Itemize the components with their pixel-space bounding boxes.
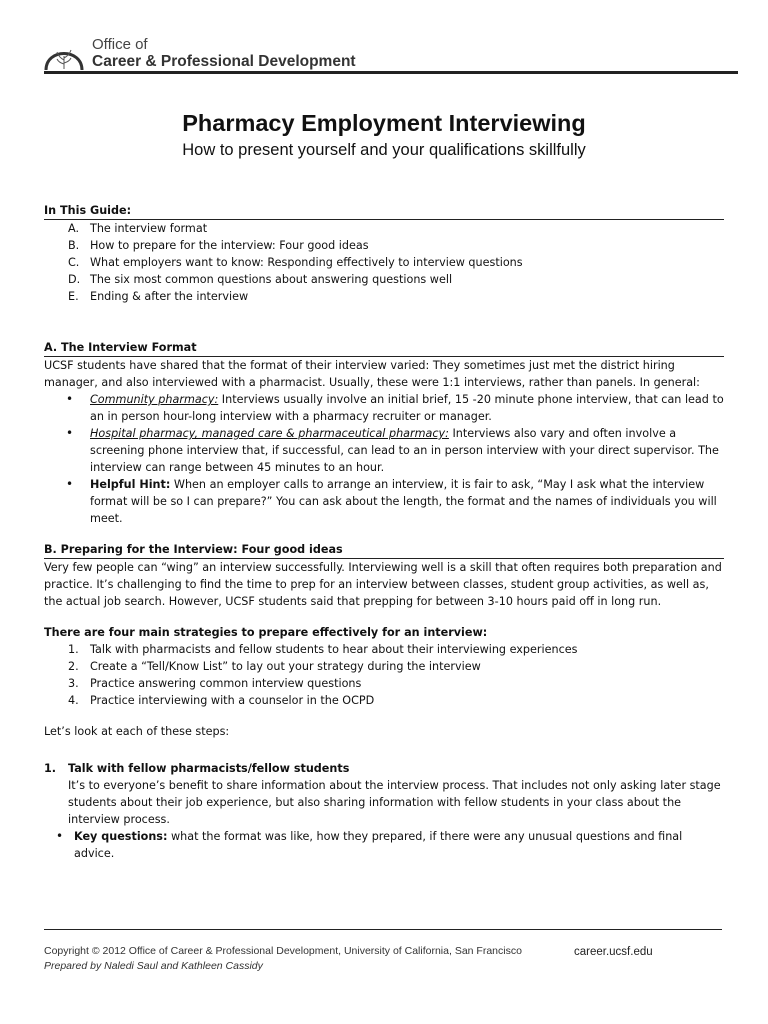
- bullet-label: Key questions:: [74, 830, 168, 843]
- section-b-heading: B. Preparing for the Interview: Four good ideas: [44, 541, 724, 559]
- site-url: career.ucsf.edu: [574, 946, 653, 958]
- list-item: [44, 220, 724, 237]
- list-marker: C.: [68, 256, 80, 269]
- ucsf-arch-logo-icon: [42, 36, 86, 72]
- list-item-text: How to prepare for the interview: Four good ideas: [90, 239, 369, 252]
- bullet-text: Interviews also vary and often involve a screening phone interview that, if successful, can lead to an in person interview with your direct supervisor. The interview can range between 45 minutes to an hour.: [90, 427, 719, 474]
- section-a-heading: A. The Interview Format: [44, 339, 724, 357]
- section-b-intro: Very few people can “wing” an interview successfully. Interviewing well is a skill that often requires both preparation and practice. It’s challenging to find the time to prep for an interview between classes, student group activities, as well as, the actual job search. However, UCSF students said that prepping for between 3-10 hours paid off in long run.: [44, 561, 722, 608]
- step-marker: 1.: [44, 762, 57, 775]
- bullet-text: When an employer calls to arrange an interview, it is fair to ask, “May I ask what the interview format will be so I can prepare?” You can ask about the length, the format and the names of individuals you will meet.: [90, 478, 717, 525]
- prepared-by-text: Prepared by Naledi Saul and Kathleen Cassidy: [44, 960, 263, 972]
- guide-heading: In This Guide:: [44, 202, 724, 220]
- bullet-label: Hospital pharmacy, managed care & pharmaceutical pharmacy:: [90, 427, 449, 440]
- list-marker: 4.: [68, 694, 79, 707]
- list-item: [44, 288, 724, 305]
- list-marker: 2.: [68, 660, 79, 673]
- bullet-icon: •: [56, 829, 64, 843]
- bullet-icon: •: [66, 392, 74, 406]
- page-subtitle: How to present yourself and your qualifications skillfully: [182, 141, 586, 159]
- list-item: [44, 391, 724, 425]
- list-item-text: Practice interviewing with a counselor in the OCPD: [90, 694, 375, 707]
- section-a-bullets: [44, 391, 724, 527]
- bullet-icon: •: [66, 477, 74, 491]
- list-item-text: Practice answering common interview questions: [90, 677, 362, 690]
- list-item: [44, 237, 724, 254]
- bullet-label: Community pharmacy:: [90, 393, 219, 406]
- list-item-text: What employers want to know: Responding effectively to interview questions: [90, 256, 523, 269]
- copyright-text: Copyright © 2012 Office of Career & Professional Development, University of California, San Francisco: [44, 945, 522, 957]
- step-1-bullets: [44, 828, 724, 862]
- bullet-label: Helpful Hint:: [90, 478, 171, 491]
- list-item: [44, 658, 724, 675]
- office-of-label: Office of: [92, 36, 148, 53]
- list-marker: D.: [68, 273, 81, 286]
- list-item: [44, 271, 724, 288]
- lets-look-text: Let’s look at each of these steps:: [44, 725, 230, 738]
- footer-rule: [44, 929, 722, 930]
- list-item-text: The interview format: [90, 222, 208, 235]
- list-marker: A.: [68, 222, 80, 235]
- list-marker: E.: [68, 290, 79, 303]
- list-item-text: Talk with pharmacists and fellow students to hear about their interviewing experiences: [90, 643, 578, 656]
- list-item-text: Ending & after the interview: [90, 290, 249, 303]
- step-1: [44, 760, 724, 828]
- list-item: [44, 476, 724, 527]
- guide-list: [44, 220, 724, 305]
- list-item: [44, 425, 724, 476]
- list-item-text: Create a “Tell/Know List” to lay out your strategy during the interview: [90, 660, 481, 673]
- step-1-title: Talk with fellow pharmacists/fellow students: [68, 762, 350, 775]
- list-marker: 3.: [68, 677, 79, 690]
- list-item: [44, 675, 724, 692]
- strategies-heading: There are four main strategies to prepare effectively for an interview:: [44, 626, 488, 639]
- bullet-text: Interviews usually involve an initial brief, 15 -20 minute phone interview, that can lead to an in person hour-long interview with a pharmacy recruiter or manager.: [90, 393, 724, 423]
- list-item: [44, 692, 724, 709]
- strategies-list: [44, 641, 724, 709]
- list-marker: 1.: [68, 643, 79, 656]
- page-title: Pharmacy Employment Interviewing: [182, 110, 586, 136]
- step-1-text: It’s to everyone’s benefit to share information about the interview process. That includes not only asking later stage students about their job experience, but also sharing information with fellow students in your class about the interview process.: [68, 779, 721, 826]
- section-a-intro: UCSF students have shared that the format of their interview varied: They sometimes just met the district hiring manager, and also interviewed with a pharmacist. Usually, these were 1:1 interviews, rather than panels. In general:: [44, 359, 700, 389]
- bullet-text: what the format was like, how they prepared, if there were any unusual questions and final advice.: [74, 830, 683, 860]
- list-item-text: The six most common questions about answering questions well: [90, 273, 453, 286]
- document-body: [44, 202, 724, 862]
- list-item: [44, 254, 724, 271]
- office-name: Career & Professional Development: [92, 53, 356, 70]
- list-item: [44, 641, 724, 658]
- header-rule: [44, 71, 738, 74]
- list-marker: B.: [68, 239, 80, 252]
- list-item: [44, 828, 724, 862]
- bullet-icon: •: [66, 426, 74, 440]
